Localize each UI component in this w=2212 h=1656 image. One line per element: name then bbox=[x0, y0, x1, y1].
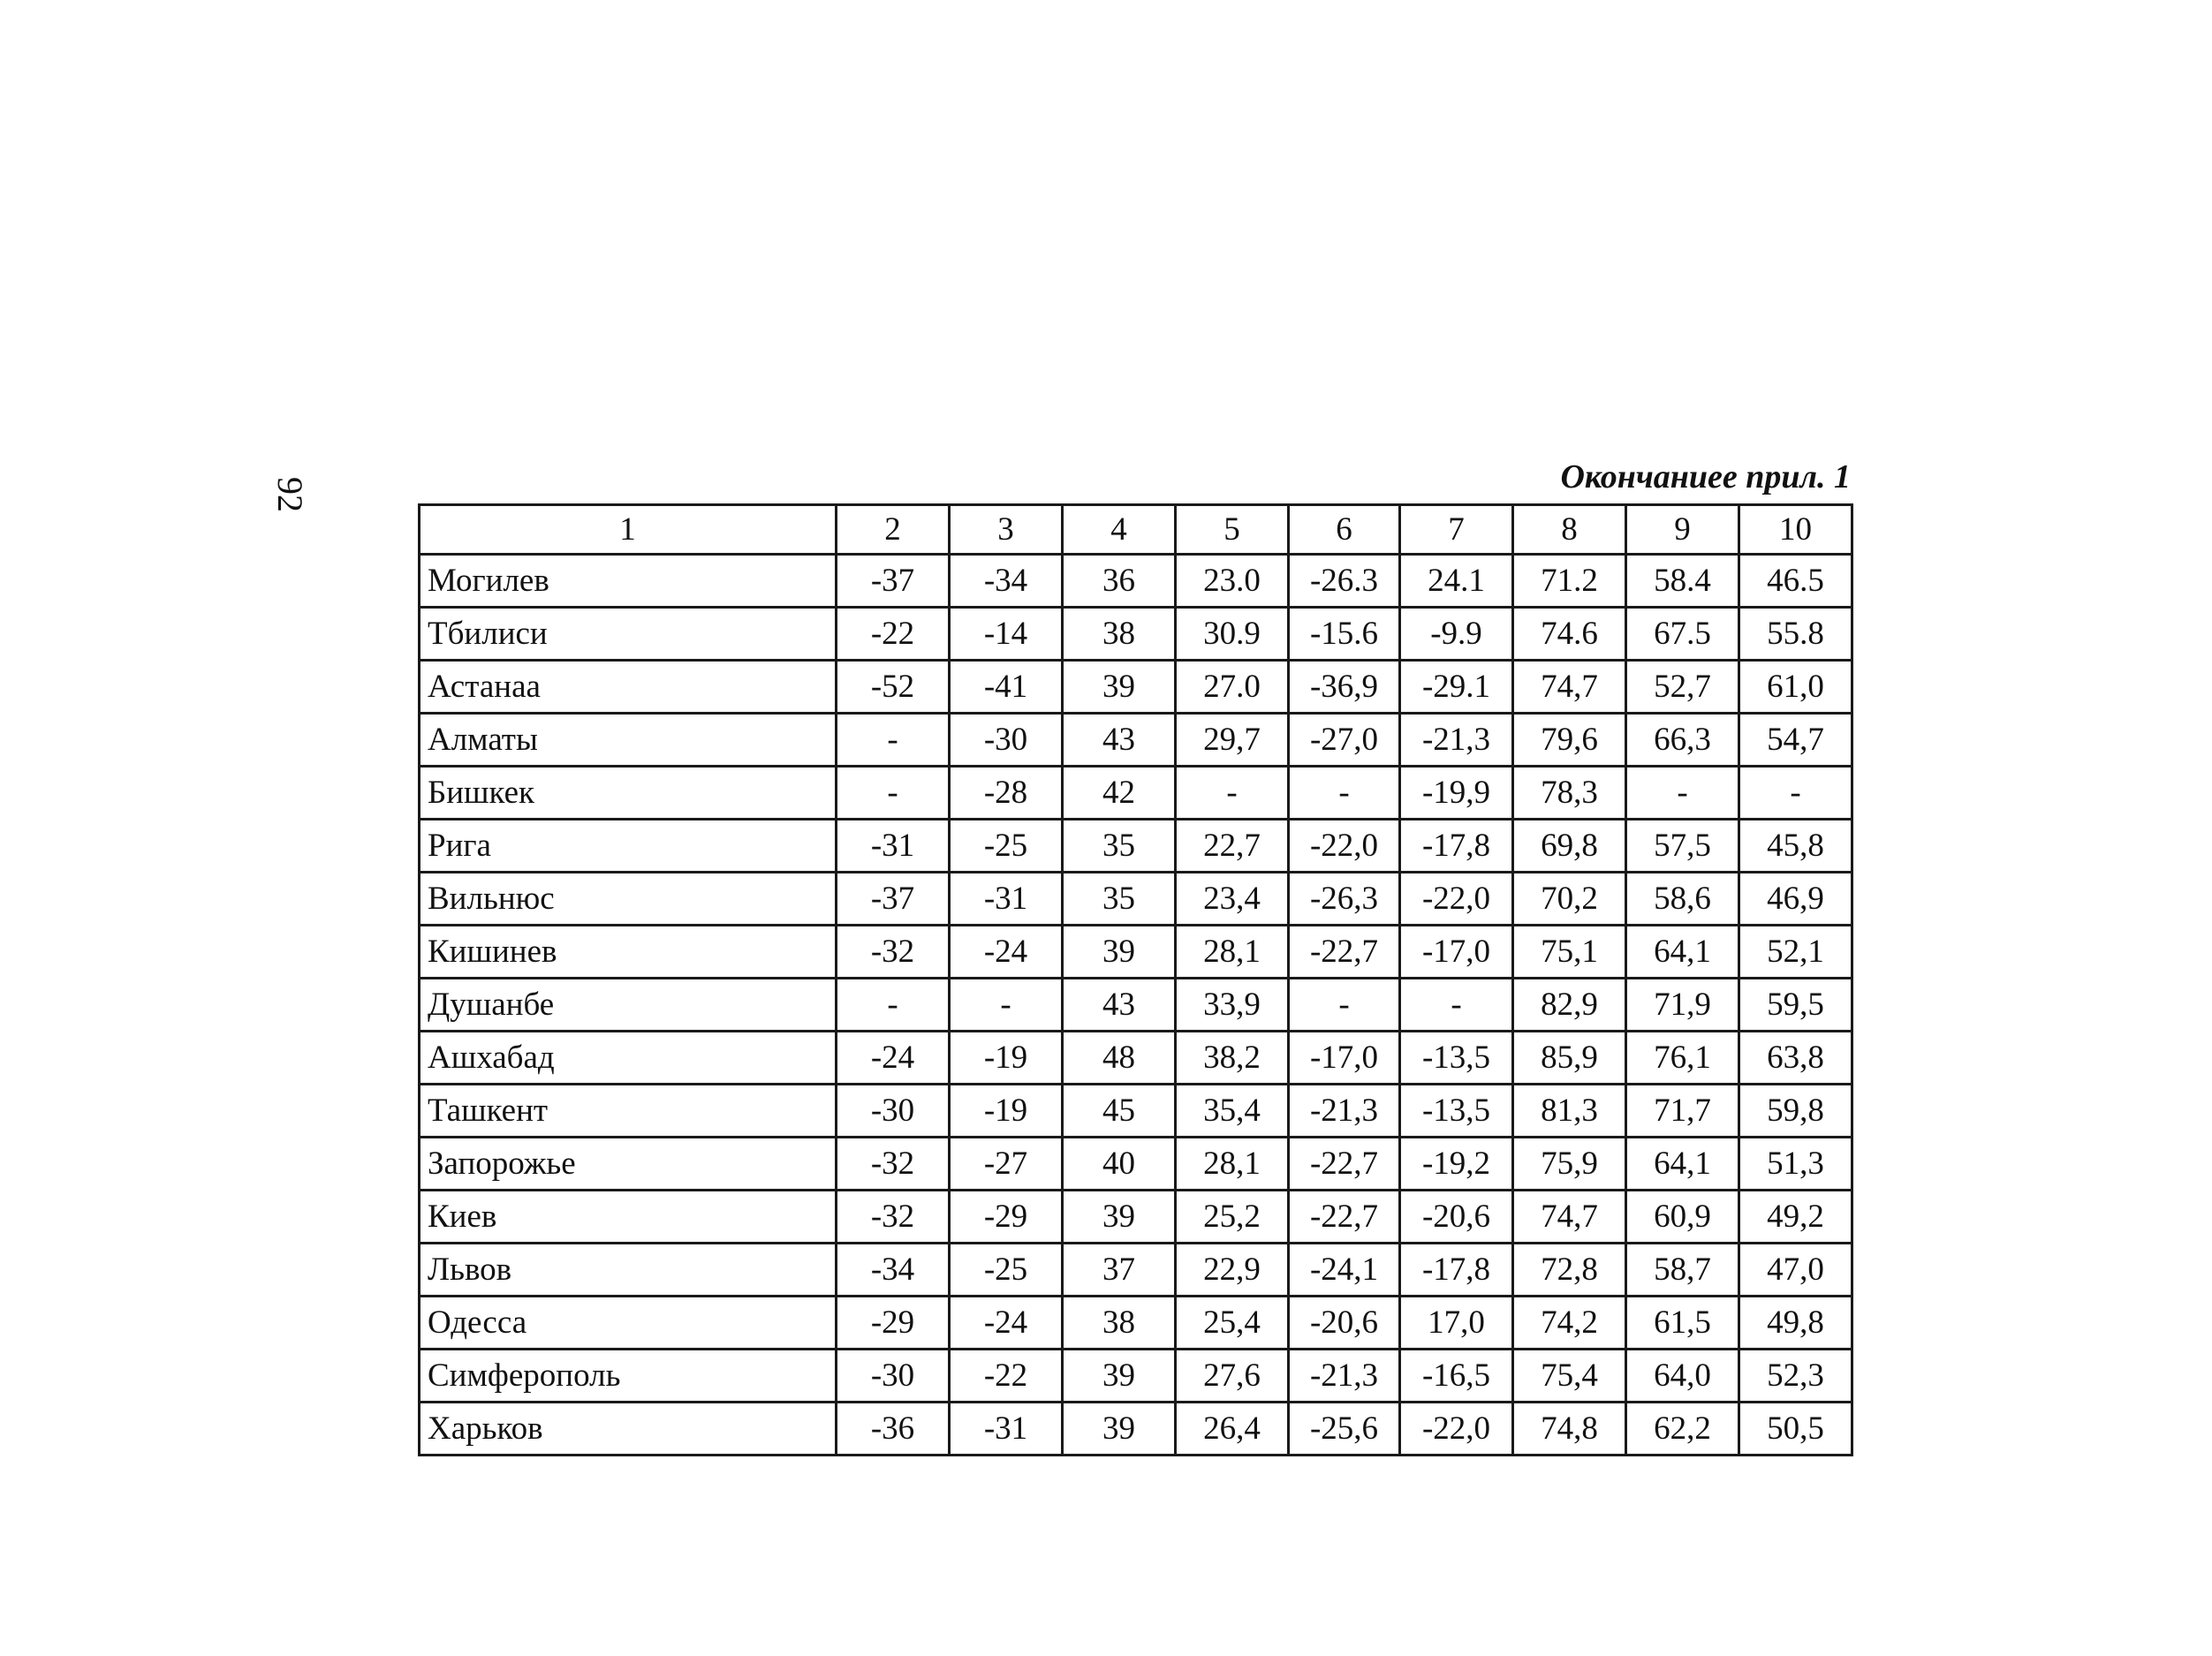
table-cell: 27.0 bbox=[1176, 661, 1289, 714]
table-cell: 38 bbox=[1063, 608, 1176, 661]
table-cell: 55.8 bbox=[1739, 608, 1852, 661]
table-cell: 51,3 bbox=[1739, 1138, 1852, 1191]
column-header: 6 bbox=[1289, 505, 1400, 555]
table-cell: -34 bbox=[837, 1244, 950, 1297]
table-cell: 17,0 bbox=[1400, 1297, 1513, 1350]
city-name-cell: Кишинев bbox=[420, 926, 837, 979]
table-cell: 45 bbox=[1063, 1085, 1176, 1138]
table-cell: 79,6 bbox=[1513, 714, 1626, 767]
page-number: 92 bbox=[270, 477, 310, 512]
table-row bbox=[420, 1085, 1852, 1138]
table-cell: 75,9 bbox=[1513, 1138, 1626, 1191]
table-cell: -24 bbox=[837, 1032, 950, 1085]
table-cell: -19,2 bbox=[1400, 1138, 1513, 1191]
table-cell: 36 bbox=[1063, 555, 1176, 608]
table-cell: 76,1 bbox=[1626, 1032, 1739, 1085]
table-row bbox=[420, 1032, 1852, 1085]
table-cell: 61,5 bbox=[1626, 1297, 1739, 1350]
table-cell: 67.5 bbox=[1626, 608, 1739, 661]
city-name-cell: Ашхабад bbox=[420, 1032, 837, 1085]
table-cell: 78,3 bbox=[1513, 767, 1626, 820]
table-cell: - bbox=[837, 767, 950, 820]
table-cell: -25,6 bbox=[1289, 1403, 1400, 1456]
table-cell: -19 bbox=[950, 1032, 1063, 1085]
table-cell: 59,8 bbox=[1739, 1085, 1852, 1138]
table-cell: -31 bbox=[950, 1403, 1063, 1456]
table-cell: 30.9 bbox=[1176, 608, 1289, 661]
table-cell: -29.1 bbox=[1400, 661, 1513, 714]
table-row bbox=[420, 1244, 1852, 1297]
table-cell: -25 bbox=[950, 1244, 1063, 1297]
table-cell: 69,8 bbox=[1513, 820, 1626, 873]
table-cell: -26,3 bbox=[1289, 873, 1400, 926]
city-name-cell: Алматы bbox=[420, 714, 837, 767]
table-cell: 37 bbox=[1063, 1244, 1176, 1297]
table-cell: -14 bbox=[950, 608, 1063, 661]
table-cell: -22,0 bbox=[1289, 820, 1400, 873]
column-header: 10 bbox=[1739, 505, 1852, 555]
table-cell: -31 bbox=[837, 820, 950, 873]
table-cell: 75,4 bbox=[1513, 1350, 1626, 1403]
table-cell: -22,0 bbox=[1400, 1403, 1513, 1456]
table-row bbox=[420, 767, 1852, 820]
table-cell: 39 bbox=[1063, 661, 1176, 714]
table-cell: 49,2 bbox=[1739, 1191, 1852, 1244]
table-cell: 57,5 bbox=[1626, 820, 1739, 873]
table-cell: 74,7 bbox=[1513, 1191, 1626, 1244]
table-cell: -30 bbox=[837, 1085, 950, 1138]
table-cell: 39 bbox=[1063, 1403, 1176, 1456]
table-cell: -21,3 bbox=[1289, 1085, 1400, 1138]
table-cell: -22 bbox=[950, 1350, 1063, 1403]
table-cell: 64,0 bbox=[1626, 1350, 1739, 1403]
table-row bbox=[420, 1403, 1852, 1456]
table-row bbox=[420, 1191, 1852, 1244]
table-cell: -31 bbox=[950, 873, 1063, 926]
table-cell: - bbox=[1400, 979, 1513, 1032]
table-cell: 66,3 bbox=[1626, 714, 1739, 767]
table-cell: -17,8 bbox=[1400, 1244, 1513, 1297]
city-name-cell: Тбилиси bbox=[420, 608, 837, 661]
table-cell: 22,7 bbox=[1176, 820, 1289, 873]
table-row bbox=[420, 820, 1852, 873]
city-name-cell: Вильнюс bbox=[420, 873, 837, 926]
table-cell: 62,2 bbox=[1626, 1403, 1739, 1456]
table-cell: 81,3 bbox=[1513, 1085, 1626, 1138]
column-header: 8 bbox=[1513, 505, 1626, 555]
table-cell: 58.4 bbox=[1626, 555, 1739, 608]
table-cell: 58,6 bbox=[1626, 873, 1739, 926]
table-cell: -24,1 bbox=[1289, 1244, 1400, 1297]
table-cell: -29 bbox=[950, 1191, 1063, 1244]
table-cell: -34 bbox=[950, 555, 1063, 608]
table-cell: -26.3 bbox=[1289, 555, 1400, 608]
city-name-cell: Львов bbox=[420, 1244, 837, 1297]
column-header: 3 bbox=[950, 505, 1063, 555]
table-cell: -32 bbox=[837, 1191, 950, 1244]
table-cell: -22,7 bbox=[1289, 1138, 1400, 1191]
table-row bbox=[420, 926, 1852, 979]
table-cell: -21,3 bbox=[1289, 1350, 1400, 1403]
table-cell: -20,6 bbox=[1289, 1297, 1400, 1350]
table-cell: - bbox=[837, 714, 950, 767]
city-name-cell: Одесса bbox=[420, 1297, 837, 1350]
table-cell: - bbox=[837, 979, 950, 1032]
table-cell: 70,2 bbox=[1513, 873, 1626, 926]
table-cell: -37 bbox=[837, 873, 950, 926]
table-cell: 74,7 bbox=[1513, 661, 1626, 714]
table-cell: - bbox=[1289, 767, 1400, 820]
table-cell: -32 bbox=[837, 1138, 950, 1191]
table-cell: 35,4 bbox=[1176, 1085, 1289, 1138]
table-caption: Окончаниее прил. 1 bbox=[1560, 458, 1851, 495]
table-cell: -13,5 bbox=[1400, 1032, 1513, 1085]
table-cell: -19,9 bbox=[1400, 767, 1513, 820]
table-cell: 38 bbox=[1063, 1297, 1176, 1350]
table-cell: 71,9 bbox=[1626, 979, 1739, 1032]
table-cell: -13,5 bbox=[1400, 1085, 1513, 1138]
table-cell: 74,8 bbox=[1513, 1403, 1626, 1456]
table-row bbox=[420, 873, 1852, 926]
table-cell: - bbox=[1739, 767, 1852, 820]
table-row bbox=[420, 979, 1852, 1032]
table-cell: -22 bbox=[837, 608, 950, 661]
table-cell: -24 bbox=[950, 1297, 1063, 1350]
table-cell: -32 bbox=[837, 926, 950, 979]
table-header-row bbox=[420, 505, 1852, 555]
table-cell: -30 bbox=[950, 714, 1063, 767]
table-cell: 46.5 bbox=[1739, 555, 1852, 608]
table-cell: 28,1 bbox=[1176, 926, 1289, 979]
table-cell: -17,8 bbox=[1400, 820, 1513, 873]
column-header: 9 bbox=[1626, 505, 1739, 555]
column-header: 4 bbox=[1063, 505, 1176, 555]
table-cell: -25 bbox=[950, 820, 1063, 873]
table-cell: -9.9 bbox=[1400, 608, 1513, 661]
table-cell: -15.6 bbox=[1289, 608, 1400, 661]
table-cell: 45,8 bbox=[1739, 820, 1852, 873]
table-cell: 26,4 bbox=[1176, 1403, 1289, 1456]
table-cell: 61,0 bbox=[1739, 661, 1852, 714]
table-cell: 47,0 bbox=[1739, 1244, 1852, 1297]
table-cell: -27,0 bbox=[1289, 714, 1400, 767]
table-cell: 39 bbox=[1063, 926, 1176, 979]
table-row bbox=[420, 1297, 1852, 1350]
table-cell: 54,7 bbox=[1739, 714, 1852, 767]
table-cell: -17,0 bbox=[1400, 926, 1513, 979]
city-name-cell: Бишкек bbox=[420, 767, 837, 820]
table-row bbox=[420, 1138, 1852, 1191]
table-cell: 60,9 bbox=[1626, 1191, 1739, 1244]
table-cell: 50,5 bbox=[1739, 1403, 1852, 1456]
table-cell: 72,8 bbox=[1513, 1244, 1626, 1297]
table-cell: -36,9 bbox=[1289, 661, 1400, 714]
city-name-cell: Харьков bbox=[420, 1403, 837, 1456]
table-cell: 52,1 bbox=[1739, 926, 1852, 979]
table-cell: 74,2 bbox=[1513, 1297, 1626, 1350]
table-cell: 23,4 bbox=[1176, 873, 1289, 926]
table-cell: 40 bbox=[1063, 1138, 1176, 1191]
table-cell: 52,7 bbox=[1626, 661, 1739, 714]
table-cell: 39 bbox=[1063, 1350, 1176, 1403]
table-cell: - bbox=[1176, 767, 1289, 820]
table-cell: -22,7 bbox=[1289, 926, 1400, 979]
table-cell: -22,0 bbox=[1400, 873, 1513, 926]
table-cell: -17,0 bbox=[1289, 1032, 1400, 1085]
column-header: 5 bbox=[1176, 505, 1289, 555]
table-cell: 23.0 bbox=[1176, 555, 1289, 608]
table-cell: 71.2 bbox=[1513, 555, 1626, 608]
table-cell: -20,6 bbox=[1400, 1191, 1513, 1244]
climate-data-table bbox=[418, 503, 1853, 1456]
table-cell: -30 bbox=[837, 1350, 950, 1403]
table-cell: -24 bbox=[950, 926, 1063, 979]
table-cell: 25,2 bbox=[1176, 1191, 1289, 1244]
table-cell: -19 bbox=[950, 1085, 1063, 1138]
city-name-cell: Рига bbox=[420, 820, 837, 873]
city-name-cell: Могилев bbox=[420, 555, 837, 608]
table-cell: 35 bbox=[1063, 873, 1176, 926]
table-cell: 63,8 bbox=[1739, 1032, 1852, 1085]
table-cell: 46,9 bbox=[1739, 873, 1852, 926]
table-cell: 35 bbox=[1063, 820, 1176, 873]
table-cell: -52 bbox=[837, 661, 950, 714]
city-name-cell: Астанаа bbox=[420, 661, 837, 714]
table-row bbox=[420, 608, 1852, 661]
table-cell: 52,3 bbox=[1739, 1350, 1852, 1403]
city-name-cell: Киев bbox=[420, 1191, 837, 1244]
table-cell: 25,4 bbox=[1176, 1297, 1289, 1350]
table-cell: 38,2 bbox=[1176, 1032, 1289, 1085]
table-cell: -27 bbox=[950, 1138, 1063, 1191]
table-cell: 59,5 bbox=[1739, 979, 1852, 1032]
city-name-cell: Ташкент bbox=[420, 1085, 837, 1138]
column-header: 1 bbox=[420, 505, 837, 555]
table-cell: 71,7 bbox=[1626, 1085, 1739, 1138]
table-cell: 85,9 bbox=[1513, 1032, 1626, 1085]
column-header: 2 bbox=[837, 505, 950, 555]
table-cell: -16,5 bbox=[1400, 1350, 1513, 1403]
table-row bbox=[420, 1350, 1852, 1403]
table-row bbox=[420, 714, 1852, 767]
table-cell: 24.1 bbox=[1400, 555, 1513, 608]
table-cell: 33,9 bbox=[1176, 979, 1289, 1032]
table-cell: 29,7 bbox=[1176, 714, 1289, 767]
table-cell: - bbox=[1626, 767, 1739, 820]
table-cell: -37 bbox=[837, 555, 950, 608]
table-cell: 39 bbox=[1063, 1191, 1176, 1244]
table-cell: 43 bbox=[1063, 714, 1176, 767]
table-cell: - bbox=[1289, 979, 1400, 1032]
table-cell: 75,1 bbox=[1513, 926, 1626, 979]
column-header: 7 bbox=[1400, 505, 1513, 555]
table-cell: -28 bbox=[950, 767, 1063, 820]
table-cell: -41 bbox=[950, 661, 1063, 714]
table-cell: 42 bbox=[1063, 767, 1176, 820]
table-cell: 27,6 bbox=[1176, 1350, 1289, 1403]
table-cell: -22,7 bbox=[1289, 1191, 1400, 1244]
table-cell: 28,1 bbox=[1176, 1138, 1289, 1191]
table-cell: -21,3 bbox=[1400, 714, 1513, 767]
table-cell: -36 bbox=[837, 1403, 950, 1456]
city-name-cell: Запорожье bbox=[420, 1138, 837, 1191]
table-cell: -29 bbox=[837, 1297, 950, 1350]
table-cell: 49,8 bbox=[1739, 1297, 1852, 1350]
table-cell: 64,1 bbox=[1626, 1138, 1739, 1191]
table-cell: 64,1 bbox=[1626, 926, 1739, 979]
table-row bbox=[420, 555, 1852, 608]
table-cell: 74.6 bbox=[1513, 608, 1626, 661]
city-name-cell: Душанбе bbox=[420, 979, 837, 1032]
city-name-cell: Симферополь bbox=[420, 1350, 837, 1403]
table-cell: 58,7 bbox=[1626, 1244, 1739, 1297]
table-row bbox=[420, 661, 1852, 714]
table-cell: 48 bbox=[1063, 1032, 1176, 1085]
table-cell: 22,9 bbox=[1176, 1244, 1289, 1297]
table-cell: 43 bbox=[1063, 979, 1176, 1032]
table-cell: - bbox=[950, 979, 1063, 1032]
table-cell: 82,9 bbox=[1513, 979, 1626, 1032]
